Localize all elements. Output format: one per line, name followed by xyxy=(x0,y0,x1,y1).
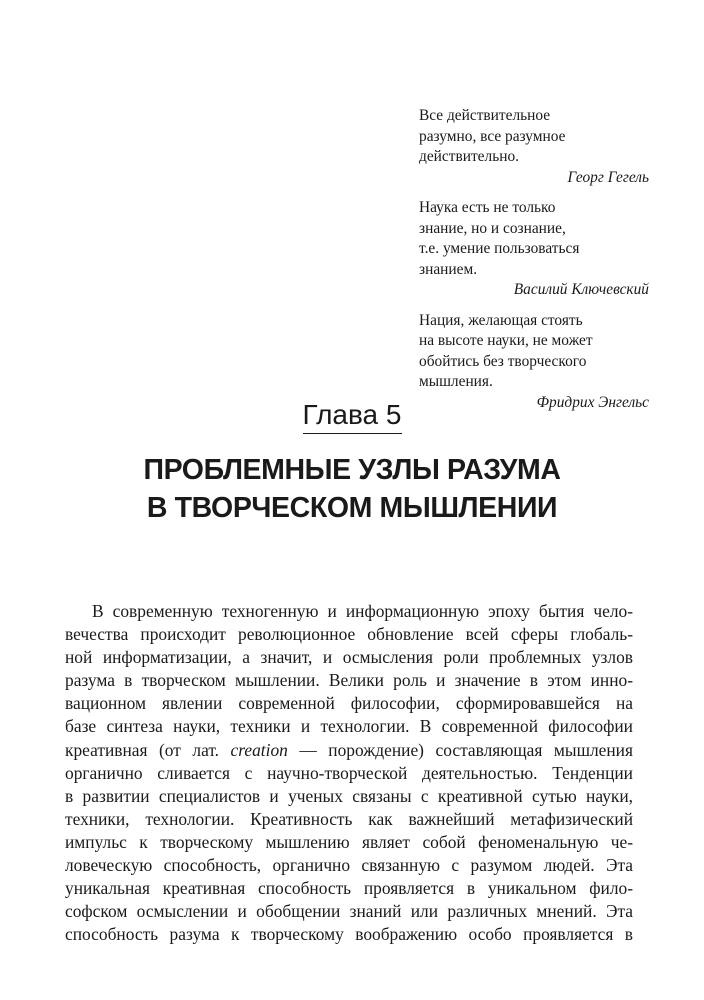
chapter-title xyxy=(0,451,704,527)
epigraph-klyuchevsky xyxy=(419,198,649,301)
epigraph-line: Нация, желающая стоять xyxy=(419,311,583,329)
chapter-label-underline xyxy=(303,433,402,434)
paragraph-line: базе синтеза науки, техники и технологии. В современной философии xyxy=(65,716,633,737)
latin-term: creation xyxy=(230,739,288,760)
epigraph-author: Георг Гегель xyxy=(567,168,649,186)
paragraph-line: импульс к творческому мышлению являет собой феноменальную че- xyxy=(65,831,633,852)
body-paragraph xyxy=(65,600,633,946)
epigraph-line: знание, но и сознание, xyxy=(419,219,566,237)
paragraph-line: уникальная креативная способность проявляется в уникальном фило- xyxy=(65,878,633,899)
epigraph-quote xyxy=(419,198,649,280)
paragraph-line: вечества происходит революционное обновление всей сферы глобаль- xyxy=(65,624,633,645)
chapter-label: Глава 5 xyxy=(302,399,402,430)
paragraph-line: ной информатизации, а значит, и осмысления роли проблемных узлов xyxy=(65,647,633,668)
paragraph-line: в развитии специалистов и ученых связаны с креативной сутью науки, xyxy=(65,785,633,806)
paragraph-line: ловеческую способность, органично связанную с разумом людей. Эта xyxy=(65,855,633,876)
epigraphs xyxy=(419,106,649,423)
chapter-title-line: ПРОБЛЕМНЫЕ УЗЛЫ РАЗУМА xyxy=(143,454,561,486)
paragraph-line: разума в творческом мышлении. Велики роль и значение в этом инно- xyxy=(65,670,633,691)
paragraph-line: софском осмыслении и обобщении знаний или различных мнений. Эта xyxy=(65,901,633,922)
epigraph-line: знанием. xyxy=(419,260,478,278)
paragraph-line: вационном явлении современной философии, сформировавшейся на xyxy=(65,693,633,714)
epigraph-line: на высоте науки, не может xyxy=(419,332,593,349)
epigraph-line: Наука есть не только xyxy=(419,199,556,216)
chapter-title-line: В ТВОРЧЕСКОМ МЫШЛЕНИИ xyxy=(146,492,558,524)
epigraph-line: действительно. xyxy=(419,148,519,165)
paragraph-text: креативная (от лат. xyxy=(65,739,231,760)
paragraph-text: — порождение) составляющая мышления xyxy=(287,739,633,760)
paragraph-line: В современную техногенную и информационную эпоху бытия чело- xyxy=(92,601,633,621)
paragraph-line xyxy=(65,739,633,762)
paragraph-line: способность разума к творческому воображению особо проявляется в xyxy=(65,924,633,945)
epigraph-line: разумно, все разумное xyxy=(419,127,566,145)
epigraph-line: Все действительное xyxy=(419,107,551,124)
epigraph-hegel xyxy=(419,106,649,188)
epigraph-line: мышления. xyxy=(419,373,493,390)
epigraph-author: Василий Ключевский xyxy=(513,281,649,298)
epigraph-line: обойтись без творческого xyxy=(419,352,587,370)
epigraph-line: т.е. умение пользоваться xyxy=(419,240,580,257)
epigraph-author: Фридрих Энгельс xyxy=(536,393,649,411)
paragraph-line: органично сливается с научно-творческой деятельностью. Тенденции xyxy=(65,762,633,783)
epigraph-quote xyxy=(419,106,649,168)
epigraph-quote xyxy=(419,311,649,393)
paragraph-line: техники, технологии. Креативность как важнейший метафизический xyxy=(65,808,633,829)
